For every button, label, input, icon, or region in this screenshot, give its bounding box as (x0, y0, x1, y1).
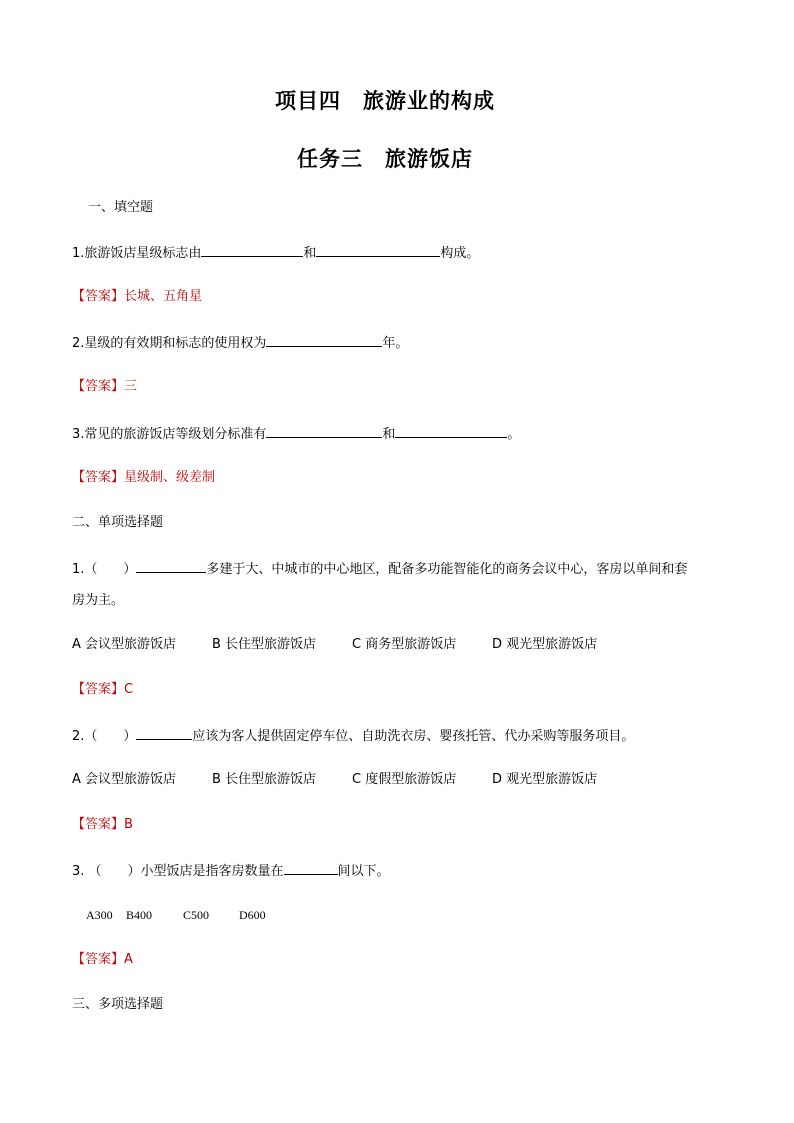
question-text: 年。 (382, 336, 409, 351)
option-a: A 会议型旅游饭店 (72, 637, 177, 652)
fill-answer-3 (72, 468, 215, 488)
fill-question-2 (72, 332, 408, 354)
fill-question-1 (72, 242, 479, 264)
question-text: 和 (382, 427, 396, 442)
answer-blank (136, 725, 192, 740)
answer-blank (136, 558, 206, 573)
question-text: 应该为客人提供固定停车位、自助洗衣房、婴孩托管、代办采购等服务项目。 (192, 729, 635, 744)
single-question-3 (72, 860, 390, 882)
answer-label: 【答案】 (72, 379, 125, 394)
question-number: 2.（ ） (72, 729, 137, 744)
answer-text: C (124, 682, 134, 697)
fill-question-3 (72, 423, 520, 445)
question-text: 2.星级的有效期和标志的使用权为 (72, 336, 267, 351)
answer-text: A (124, 952, 133, 967)
answer-blank (266, 423, 382, 438)
answer-blank (201, 242, 303, 257)
answer-text: B (124, 817, 133, 832)
option-c: C 商务型旅游饭店 (352, 637, 457, 652)
fill-answer-1 (72, 287, 202, 307)
option-a: A 会议型旅游饭店 (72, 772, 177, 787)
single-answer-1 (72, 680, 133, 700)
question-text: 和 (303, 246, 317, 261)
single-answer-3 (72, 950, 133, 970)
answer-label: 【答案】 (72, 952, 125, 967)
answer-label: 【答案】 (72, 470, 125, 485)
question-text: 间以下。 (337, 864, 390, 879)
option-b: B 长住型旅游饭店 (212, 772, 317, 787)
option-b: B400 (126, 908, 153, 922)
question-text: 多建于大、中城市的中心地区，配备多功能智能化的商务会议中心，客房以单间和套 (206, 562, 688, 577)
answer-label: 【答案】 (72, 817, 125, 832)
main-title: 项目四 旅游业的构成 (275, 88, 495, 113)
question-text: 3. （ ）小型饭店是指客房数量在 (72, 864, 284, 879)
question-text: 。 (507, 427, 521, 442)
question-number: 1.（ ） (72, 562, 137, 577)
single-question-1 (72, 558, 687, 580)
single-answer-2 (72, 815, 133, 835)
answer-blank (284, 860, 338, 875)
single-question-1-cont: 房为主。 (72, 593, 125, 608)
option-d: D 观光型旅游饭店 (492, 637, 598, 652)
single-options-3 (86, 905, 266, 925)
option-d: D 观光型旅游饭店 (492, 772, 598, 787)
option-d: D600 (239, 908, 266, 922)
answer-text: 星级制、级差制 (124, 470, 216, 485)
option-b: B 长住型旅游饭店 (212, 637, 317, 652)
sub-title: 任务三 旅游饭店 (297, 146, 473, 171)
question-text: 3.常见的旅游饭店等级划分标准有 (72, 427, 267, 442)
answer-blank (316, 242, 440, 257)
answer-text: 长城、五角星 (124, 289, 203, 304)
single-options-1 (72, 635, 597, 655)
option-c: C500 (183, 908, 210, 922)
section-heading-multi: 三、多项选择题 (72, 997, 164, 1012)
fill-answer-2 (72, 377, 137, 397)
option-c: C 度假型旅游饭店 (352, 772, 457, 787)
answer-blank (395, 423, 507, 438)
section-heading-single: 二、单项选择题 (72, 515, 164, 530)
single-options-2 (72, 770, 597, 790)
answer-label: 【答案】 (72, 289, 125, 304)
single-question-2 (72, 725, 634, 747)
question-text: 构成。 (440, 246, 480, 261)
answer-blank (266, 332, 382, 347)
answer-text: 三 (124, 379, 138, 394)
question-text: 1.旅游饭店星级标志由 (72, 246, 202, 261)
section-heading-fill: 一、填空题 (88, 200, 154, 215)
option-a: A300 (86, 908, 113, 922)
answer-label: 【答案】 (72, 682, 125, 697)
